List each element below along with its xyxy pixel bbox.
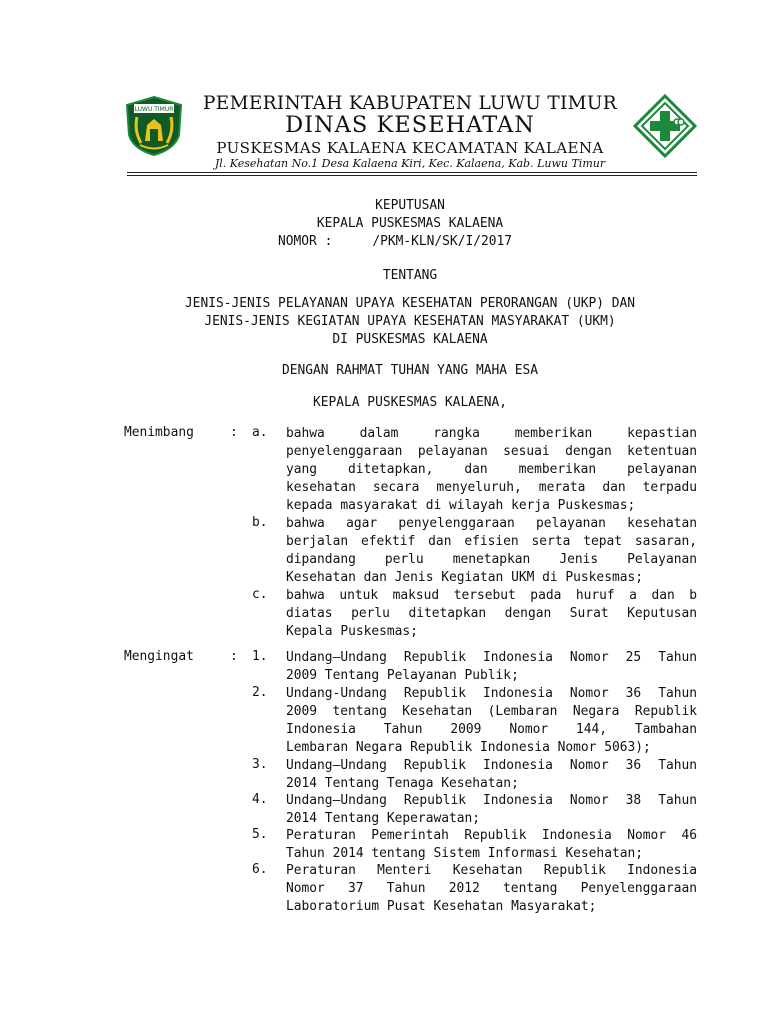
- mengingat-item-1: [286, 649, 697, 685]
- menimbang-marker-b: b.: [252, 515, 268, 530]
- item-line: Indonesia Tahun 2009 Nomor 144, Tambahan: [286, 722, 697, 737]
- item-line: dipandang perlu menetapkan Jenis Pelayanan: [286, 552, 697, 567]
- item-line: kepada masyarakat di wilayah kerja Puskesmas;: [286, 498, 636, 513]
- mengingat-item-3: [286, 757, 697, 793]
- mengingat-marker-1: 1.: [252, 649, 268, 664]
- mengingat-marker-5: 5.: [252, 827, 268, 842]
- mengingat-item-6: [286, 862, 697, 916]
- letterhead-department: DINAS KESEHATAN: [285, 112, 535, 138]
- subject-line-3: DI PUSKESMAS KALAENA: [332, 332, 488, 347]
- item-line: Undang–Undang Republik Indonesia Nomor 36 Tahun: [286, 758, 697, 773]
- item-line: Undang–Undang Republik Indonesia Nomor 25 Tahun: [286, 650, 697, 665]
- mengingat-marker-6: 6.: [252, 862, 268, 877]
- letterhead-rule-top: [127, 172, 697, 173]
- item-line: 2009 Tentang Pelayanan Publik;: [286, 668, 519, 683]
- title-tentang: TENTANG: [382, 268, 438, 283]
- item-line: Lembaran Negara Republik Indonesia Nomor 5063);: [286, 740, 651, 755]
- subject-line-2: JENIS-JENIS KEGIATAN UPAYA KESEHATAN MASYARAKAT (UKM): [204, 314, 616, 329]
- title-kepala-comma: KEPALA PUSKESMAS KALAENA,: [312, 395, 508, 410]
- title-rahmat: DENGAN RAHMAT TUHAN YANG MAHA ESA: [281, 363, 539, 378]
- item-line: 2014 Tentang Keperawatan;: [286, 811, 481, 826]
- menimbang-colon: :: [230, 425, 238, 440]
- subject-line-1: JENIS-JENIS PELAYANAN UPAYA KESEHATAN PERORANGAN (UKP) DAN: [184, 296, 636, 311]
- puskesmas-cross-icon: [633, 94, 697, 158]
- item-line: Tahun 2014 tentang Sistem Informasi Kesehatan;: [286, 846, 643, 861]
- nomor-value: /PKM-KLN/SK/I/2017: [372, 234, 513, 249]
- luwu-timur-emblem-icon: [123, 95, 185, 157]
- letterhead-government: PEMERINTAH KABUPATEN LUWU TIMUR: [203, 93, 617, 114]
- item-line: Peraturan Pemerintah Republik Indonesia Nomor 46: [286, 828, 697, 843]
- item-line: bahwa agar penyelenggaraan pelayanan kesehatan: [286, 516, 697, 531]
- item-line: Kepala Puskesmas;: [286, 624, 418, 639]
- mengingat-item-5: [286, 827, 697, 863]
- item-line: Laboratorium Pusat Kesehatan Masyarakat;: [286, 899, 597, 914]
- item-line: Nomor 37 Tahun 2012 tentang Penyelenggaraan: [286, 881, 697, 896]
- item-line: bahwa dalam rangka memberikan kepastian: [286, 426, 697, 441]
- mengingat-item-4: [286, 792, 697, 828]
- menimbang-marker-c: c.: [252, 587, 268, 602]
- item-line: berjalan efektif dan efisien serta tepat sasaran,: [286, 534, 697, 549]
- item-line: Peraturan Menteri Kesehatan Republik Indonesia: [286, 863, 697, 878]
- letterhead-address: Jl. Kesehatan No.1 Desa Kalaena Kiri, Kec. Kalaena, Kab. Luwu Timur: [214, 157, 606, 170]
- menimbang-item-b: [286, 515, 697, 587]
- item-line: penyelenggaraan pelayanan sesuai dengan ketentuan: [286, 444, 697, 459]
- item-line: Kesehatan dan Jenis Kegiatan UKM di Puskesmas;: [286, 570, 643, 585]
- letterhead-rule-bottom: [127, 175, 697, 176]
- menimbang-item-a: [286, 425, 697, 515]
- item-line: kesehatan secara menyeluruh, merata dan terpadu: [286, 480, 697, 495]
- menimbang-item-c: [286, 587, 697, 641]
- menimbang-label: Menimbang: [124, 425, 194, 440]
- title-kepala: KEPALA PUSKESMAS KALAENA: [316, 216, 504, 231]
- letterhead-puskesmas: PUSKESMAS KALAENA KECAMATAN KALAENA: [216, 139, 604, 157]
- item-line: 2014 Tentang Tenaga Kesehatan;: [286, 776, 519, 791]
- mengingat-label: Mengingat: [124, 649, 194, 664]
- title-keputusan: KEPUTUSAN: [375, 198, 445, 213]
- logo-left-label: LUWU TIMUR: [134, 106, 174, 113]
- nomor-label: NOMOR :: [278, 234, 333, 249]
- mengingat-marker-4: 4.: [252, 792, 268, 807]
- title-nomor: [278, 234, 512, 249]
- item-line: diatas perlu ditetapkan dengan Surat Keputusan: [286, 606, 697, 621]
- mengingat-marker-3: 3.: [252, 757, 268, 772]
- item-line: 2009 tentang Kesehatan (Lembaran Negara Republik: [286, 704, 697, 719]
- item-line: Undang–Undang Republik Indonesia Nomor 38 Tahun: [286, 793, 697, 808]
- mengingat-colon: :: [230, 649, 238, 664]
- item-line: bahwa untuk maksud tersebut pada huruf a dan b: [286, 588, 697, 603]
- item-line: Undang-Undang Republik Indonesia Nomor 36 Tahun: [286, 686, 697, 701]
- item-line: yang ditetapkan, dan memberikan pelayanan: [286, 462, 697, 477]
- menimbang-marker-a: a.: [252, 425, 268, 440]
- mengingat-item-2: [286, 685, 697, 757]
- mengingat-marker-2: 2.: [252, 685, 268, 700]
